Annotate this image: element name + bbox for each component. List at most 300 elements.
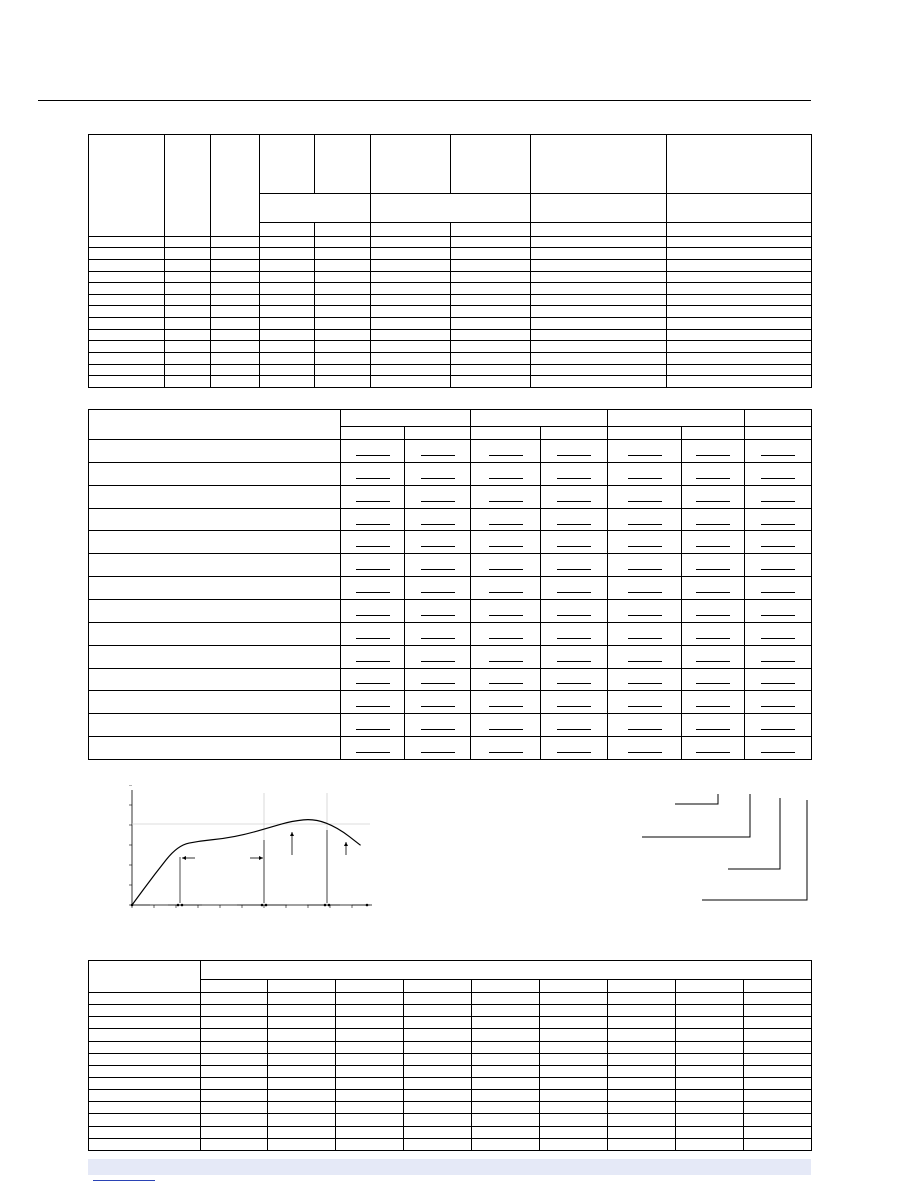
table-cell bbox=[682, 622, 745, 645]
table-cell bbox=[371, 259, 451, 271]
table-cell bbox=[89, 283, 165, 295]
table-cell bbox=[341, 737, 405, 760]
table-cell bbox=[744, 1102, 812, 1114]
dash-mark bbox=[696, 683, 730, 684]
table-cell bbox=[531, 294, 667, 306]
table-cell bbox=[89, 622, 341, 645]
table-cell bbox=[165, 364, 211, 376]
table-cell bbox=[260, 259, 315, 271]
table-row bbox=[89, 318, 812, 330]
table-cell bbox=[89, 1138, 201, 1150]
table-cell bbox=[472, 1090, 540, 1102]
top-specification-table bbox=[88, 134, 812, 388]
dash-mark bbox=[421, 706, 455, 707]
header-cell bbox=[211, 135, 260, 237]
table-cell bbox=[89, 236, 165, 248]
table-cell bbox=[451, 283, 531, 295]
header-cell bbox=[404, 979, 472, 992]
table-cell bbox=[165, 341, 211, 353]
arrow-head bbox=[182, 856, 186, 860]
table-cell bbox=[608, 645, 682, 668]
table-cell bbox=[682, 462, 745, 485]
table-cell bbox=[165, 259, 211, 271]
table-cell bbox=[667, 353, 812, 365]
table-cell bbox=[531, 376, 667, 388]
table-cell bbox=[540, 1017, 608, 1029]
table-cell bbox=[165, 236, 211, 248]
table-cell bbox=[341, 714, 405, 737]
dash-mark bbox=[489, 706, 523, 707]
dash-mark bbox=[356, 729, 390, 730]
dash-mark bbox=[761, 478, 795, 479]
table-cell bbox=[89, 259, 165, 271]
table-cell bbox=[608, 1005, 676, 1017]
header-cell bbox=[341, 410, 471, 427]
header-cell bbox=[667, 135, 812, 194]
table-cell bbox=[472, 1041, 540, 1053]
header-cell bbox=[531, 135, 667, 194]
table-cell bbox=[268, 1114, 336, 1126]
table-cell bbox=[165, 283, 211, 295]
table-cell bbox=[336, 1041, 404, 1053]
table-row bbox=[89, 440, 812, 463]
table-cell bbox=[744, 1078, 812, 1090]
table-cell bbox=[676, 1102, 744, 1114]
table-cell bbox=[540, 1090, 608, 1102]
table-cell bbox=[315, 259, 371, 271]
table-cell bbox=[608, 1138, 676, 1150]
table-cell bbox=[405, 440, 471, 463]
table-cell bbox=[268, 1065, 336, 1077]
header-cell bbox=[451, 135, 531, 194]
header-rule bbox=[38, 100, 811, 101]
table-cell bbox=[676, 1053, 744, 1065]
table-cell bbox=[744, 1029, 812, 1041]
table-cell bbox=[336, 1053, 404, 1065]
table-cell bbox=[667, 364, 812, 376]
table-cell bbox=[201, 1005, 268, 1017]
table-cell bbox=[682, 485, 745, 508]
table-cell bbox=[315, 329, 371, 341]
table-cell bbox=[745, 737, 812, 760]
table-cell bbox=[336, 1078, 404, 1090]
table-cell bbox=[341, 508, 405, 531]
table-cell bbox=[260, 236, 315, 248]
table-cell bbox=[201, 1126, 268, 1138]
header-cell bbox=[371, 135, 451, 194]
table-cell bbox=[165, 353, 211, 365]
dash-mark bbox=[421, 478, 455, 479]
table-cell bbox=[341, 440, 405, 463]
dash-mark bbox=[489, 683, 523, 684]
dash-mark bbox=[761, 455, 795, 456]
table-cell bbox=[260, 329, 315, 341]
table-cell bbox=[260, 283, 315, 295]
footer-bar bbox=[88, 1159, 811, 1175]
header-cell bbox=[260, 135, 315, 194]
table-cell bbox=[667, 341, 812, 353]
table-cell bbox=[540, 1053, 608, 1065]
table-cell bbox=[336, 1114, 404, 1126]
table-cell bbox=[260, 318, 315, 330]
table-cell bbox=[336, 1005, 404, 1017]
table-cell bbox=[165, 306, 211, 318]
table-cell bbox=[608, 485, 682, 508]
table-cell bbox=[667, 318, 812, 330]
table-cell bbox=[211, 248, 260, 260]
dash-mark bbox=[557, 752, 591, 753]
table-cell bbox=[608, 600, 682, 623]
table-cell bbox=[472, 1029, 540, 1041]
table-cell bbox=[268, 993, 336, 1005]
table-row bbox=[89, 714, 812, 737]
dash-mark bbox=[421, 546, 455, 547]
dash-mark bbox=[696, 501, 730, 502]
table-cell bbox=[404, 1090, 472, 1102]
dash-mark bbox=[696, 615, 730, 616]
table-cell bbox=[341, 554, 405, 577]
table-cell bbox=[341, 645, 405, 668]
table-cell bbox=[89, 1017, 201, 1029]
dash-mark bbox=[696, 478, 730, 479]
header-cell bbox=[89, 135, 165, 237]
table-cell bbox=[745, 531, 812, 554]
dash-mark bbox=[761, 524, 795, 525]
table-cell bbox=[608, 622, 682, 645]
table-cell bbox=[89, 1114, 201, 1126]
table-cell bbox=[260, 341, 315, 353]
table-cell bbox=[451, 236, 531, 248]
table-cell bbox=[341, 691, 405, 714]
table-row bbox=[89, 283, 812, 295]
header-cell bbox=[89, 410, 341, 440]
table-cell bbox=[89, 645, 341, 668]
table-cell bbox=[682, 531, 745, 554]
table-cell bbox=[676, 1065, 744, 1077]
table-cell bbox=[451, 259, 531, 271]
table-cell bbox=[531, 236, 667, 248]
table-cell bbox=[541, 737, 608, 760]
table-cell bbox=[451, 306, 531, 318]
table-row bbox=[89, 993, 812, 1005]
dash-mark bbox=[489, 524, 523, 525]
header-cell bbox=[667, 222, 812, 236]
table-cell bbox=[201, 1029, 268, 1041]
dash-mark bbox=[696, 524, 730, 525]
dash-mark bbox=[628, 592, 662, 593]
header-cell bbox=[541, 426, 608, 440]
table-cell bbox=[682, 645, 745, 668]
table-cell bbox=[89, 1053, 201, 1065]
table-cell bbox=[89, 993, 201, 1005]
table-row bbox=[89, 259, 812, 271]
table-cell bbox=[541, 668, 608, 691]
table-cell bbox=[371, 364, 451, 376]
table-cell bbox=[165, 248, 211, 260]
table-cell bbox=[260, 271, 315, 283]
table-cell bbox=[541, 462, 608, 485]
dash-mark bbox=[557, 706, 591, 707]
dash-mark bbox=[628, 501, 662, 502]
dash-mark bbox=[696, 592, 730, 593]
dash-mark bbox=[761, 615, 795, 616]
table-cell bbox=[541, 485, 608, 508]
table-cell bbox=[451, 294, 531, 306]
table-cell bbox=[541, 577, 608, 600]
table-cell bbox=[165, 271, 211, 283]
table-cell bbox=[541, 440, 608, 463]
table-cell bbox=[531, 353, 667, 365]
table-cell bbox=[676, 1138, 744, 1150]
dash-mark bbox=[489, 455, 523, 456]
table-cell bbox=[268, 1138, 336, 1150]
table-cell bbox=[676, 1017, 744, 1029]
table-cell bbox=[341, 485, 405, 508]
dash-mark bbox=[761, 569, 795, 570]
table-cell bbox=[451, 318, 531, 330]
table-cell bbox=[744, 1017, 812, 1029]
dash-mark bbox=[421, 638, 455, 639]
table-cell bbox=[745, 714, 812, 737]
table-cell bbox=[745, 577, 812, 600]
table-cell bbox=[89, 714, 341, 737]
dash-mark bbox=[356, 592, 390, 593]
table-cell bbox=[165, 376, 211, 388]
table-cell bbox=[268, 1102, 336, 1114]
table-cell bbox=[667, 294, 812, 306]
table-row bbox=[89, 1102, 812, 1114]
table-cell bbox=[451, 376, 531, 388]
table-cell bbox=[201, 993, 268, 1005]
table-cell bbox=[744, 1005, 812, 1017]
table-cell bbox=[404, 1078, 472, 1090]
table-row bbox=[89, 1017, 812, 1029]
table-cell bbox=[268, 1029, 336, 1041]
table-cell bbox=[336, 1102, 404, 1114]
table-cell bbox=[315, 271, 371, 283]
table-cell bbox=[89, 1126, 201, 1138]
table-cell bbox=[744, 1065, 812, 1077]
table-cell bbox=[315, 364, 371, 376]
header-cell bbox=[165, 135, 211, 237]
header-cell bbox=[405, 426, 471, 440]
table-cell bbox=[404, 1126, 472, 1138]
dash-mark bbox=[356, 546, 390, 547]
table-cell bbox=[471, 714, 541, 737]
table-cell bbox=[341, 600, 405, 623]
table-cell bbox=[608, 1090, 676, 1102]
table-cell bbox=[315, 283, 371, 295]
dash-mark bbox=[557, 501, 591, 502]
dash-mark bbox=[421, 661, 455, 662]
table-cell bbox=[404, 1041, 472, 1053]
table-cell bbox=[405, 714, 471, 737]
table-cell bbox=[165, 329, 211, 341]
table-cell bbox=[211, 271, 260, 283]
dash-mark bbox=[557, 729, 591, 730]
table-row bbox=[89, 248, 812, 260]
table-cell bbox=[404, 1053, 472, 1065]
table-cell bbox=[540, 1065, 608, 1077]
header-cell bbox=[315, 222, 371, 236]
table-cell bbox=[667, 306, 812, 318]
table-cell bbox=[471, 622, 541, 645]
table-cell bbox=[471, 577, 541, 600]
table-cell bbox=[405, 577, 471, 600]
table-row bbox=[89, 364, 812, 376]
table-cell bbox=[89, 353, 165, 365]
table-cell bbox=[531, 341, 667, 353]
table-cell bbox=[201, 1053, 268, 1065]
table-cell bbox=[472, 1065, 540, 1077]
table-row bbox=[89, 271, 812, 283]
header-cell bbox=[260, 222, 315, 236]
table-row bbox=[89, 1041, 812, 1053]
table-cell bbox=[405, 737, 471, 760]
table-cell bbox=[682, 600, 745, 623]
table-cell bbox=[211, 329, 260, 341]
table-cell bbox=[268, 1041, 336, 1053]
dash-mark bbox=[421, 455, 455, 456]
dash-mark bbox=[628, 661, 662, 662]
dash-mark bbox=[421, 729, 455, 730]
table-cell bbox=[471, 508, 541, 531]
table-cell bbox=[89, 306, 165, 318]
table-cell bbox=[451, 353, 531, 365]
table-cell bbox=[608, 1102, 676, 1114]
table-cell bbox=[451, 329, 531, 341]
dash-mark bbox=[761, 638, 795, 639]
dash-mark bbox=[696, 706, 730, 707]
table-cell bbox=[676, 1090, 744, 1102]
table-cell bbox=[268, 1005, 336, 1017]
table-cell bbox=[471, 737, 541, 760]
header-cell bbox=[315, 135, 371, 194]
dash-mark bbox=[761, 546, 795, 547]
table-cell bbox=[541, 531, 608, 554]
dash-mark bbox=[356, 661, 390, 662]
table-cell bbox=[89, 329, 165, 341]
dash-mark bbox=[628, 569, 662, 570]
dash-mark bbox=[761, 729, 795, 730]
table-cell bbox=[268, 1017, 336, 1029]
dash-mark bbox=[356, 638, 390, 639]
dash-mark bbox=[489, 478, 523, 479]
table-cell bbox=[211, 376, 260, 388]
table-cell bbox=[371, 306, 451, 318]
table-body bbox=[89, 440, 812, 760]
table-cell bbox=[541, 622, 608, 645]
table-cell bbox=[201, 1041, 268, 1053]
table-cell bbox=[471, 600, 541, 623]
table-cell bbox=[744, 1090, 812, 1102]
table-cell bbox=[472, 1005, 540, 1017]
dash-mark bbox=[557, 569, 591, 570]
dash-mark bbox=[421, 752, 455, 753]
dash-mark bbox=[696, 546, 730, 547]
table-cell bbox=[744, 1138, 812, 1150]
header-cell bbox=[745, 410, 812, 427]
table-cell bbox=[336, 1017, 404, 1029]
dash-mark bbox=[628, 455, 662, 456]
table-cell bbox=[667, 376, 812, 388]
table-cell bbox=[745, 462, 812, 485]
table-cell bbox=[404, 1138, 472, 1150]
table-cell bbox=[541, 645, 608, 668]
dash-mark bbox=[356, 683, 390, 684]
dash-mark bbox=[557, 661, 591, 662]
table-cell bbox=[211, 259, 260, 271]
header-cell bbox=[540, 979, 608, 992]
table-cell bbox=[472, 1114, 540, 1126]
table-cell bbox=[745, 645, 812, 668]
table-body bbox=[89, 236, 812, 387]
table-cell bbox=[471, 531, 541, 554]
header-cell bbox=[371, 222, 451, 236]
table-row bbox=[89, 1114, 812, 1126]
dash-mark bbox=[489, 638, 523, 639]
header-cell bbox=[201, 979, 268, 992]
table-cell bbox=[89, 1065, 201, 1077]
table-cell bbox=[540, 1029, 608, 1041]
header-cell bbox=[667, 194, 812, 223]
table-cell bbox=[540, 1114, 608, 1126]
table-cell bbox=[260, 353, 315, 365]
table-cell bbox=[260, 248, 315, 260]
table-cell bbox=[211, 353, 260, 365]
dash-mark bbox=[557, 546, 591, 547]
dash-mark bbox=[489, 615, 523, 616]
table-cell bbox=[744, 1041, 812, 1053]
table-cell bbox=[471, 645, 541, 668]
table-cell bbox=[744, 1114, 812, 1126]
table-row bbox=[89, 577, 812, 600]
table-cell bbox=[745, 508, 812, 531]
table-row bbox=[89, 294, 812, 306]
table-cell bbox=[201, 1138, 268, 1150]
table-cell bbox=[682, 668, 745, 691]
header-cell bbox=[676, 979, 744, 992]
dash-mark bbox=[696, 752, 730, 753]
table-cell bbox=[371, 353, 451, 365]
table-row bbox=[89, 462, 812, 485]
table-row bbox=[89, 600, 812, 623]
table-cell bbox=[341, 462, 405, 485]
dash-mark bbox=[628, 683, 662, 684]
table-cell bbox=[315, 248, 371, 260]
table-row bbox=[89, 1005, 812, 1017]
table-cell bbox=[608, 1017, 676, 1029]
table-cell bbox=[472, 1017, 540, 1029]
dash-mark bbox=[761, 501, 795, 502]
table-cell bbox=[336, 1090, 404, 1102]
table-cell bbox=[404, 1065, 472, 1077]
dash-mark bbox=[557, 683, 591, 684]
table-cell bbox=[540, 993, 608, 1005]
table-cell bbox=[667, 259, 812, 271]
table-cell bbox=[608, 462, 682, 485]
table-cell bbox=[608, 577, 682, 600]
header-cell bbox=[531, 194, 667, 223]
header-cell bbox=[451, 222, 531, 236]
footer-link[interactable] bbox=[93, 1180, 155, 1181]
table-cell bbox=[89, 600, 341, 623]
table-cell bbox=[745, 554, 812, 577]
table-cell bbox=[471, 668, 541, 691]
table-cell bbox=[540, 1041, 608, 1053]
table-cell bbox=[89, 554, 341, 577]
table-cell bbox=[744, 1053, 812, 1065]
